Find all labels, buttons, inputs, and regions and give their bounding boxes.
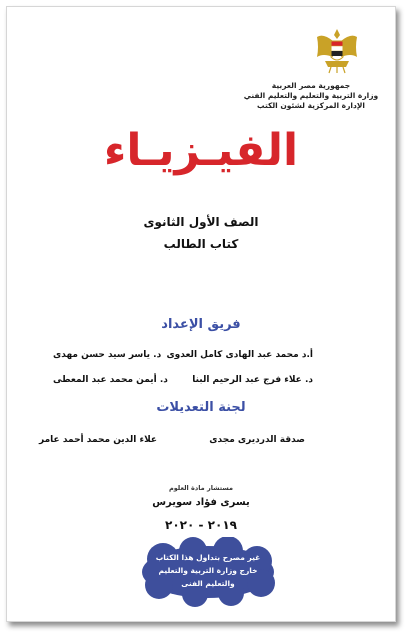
- authority-line-department: الإدارة المركزية لشئون الكتب: [257, 101, 365, 110]
- book-cover-page: [6, 6, 396, 622]
- team-member: د. علاء فرج عبد الرحيم البنا: [192, 375, 313, 385]
- committee-member: علاء الدين محمد أحمد عامر: [39, 435, 158, 445]
- team-member: د. أيمن محمد عبد المعطى: [53, 375, 168, 385]
- preparation-team-heading: فريق الإعداد: [161, 317, 241, 332]
- eagle-emblem-icon: [315, 27, 359, 75]
- distribution-notice: [135, 551, 281, 590]
- notice-line: غير مصرح بتداول هذا الكتاب: [155, 553, 261, 562]
- notice-line: والتعليم الفنى: [181, 579, 235, 588]
- revisions-committee-heading: لجنة التعديلات: [156, 400, 246, 415]
- authority-line-country: جمهورية مصر العربية: [271, 81, 351, 90]
- book-type: كتاب الطالب: [163, 237, 239, 251]
- grade-level: الصف الأول الثانوى: [143, 215, 259, 229]
- issuing-authority: [241, 81, 381, 111]
- academic-year: ٢٠١٩ - ٢٠٢٠: [165, 518, 237, 532]
- notice-line: خارج وزارة التربية والتعليم: [158, 566, 258, 575]
- team-member: أ.د محمد عبد الهادى كامل العدوى: [166, 350, 313, 360]
- team-member: د. ياسر سيد حسن مهدى: [53, 350, 162, 360]
- book-title: الفيـزيـاء: [103, 125, 299, 176]
- authority-line-ministry: وزارة التربية والتعليم والتعليم الفني: [243, 91, 379, 100]
- committee-member: صدقة الدرديرى مجدى: [209, 435, 305, 445]
- advisor-name: يسرى فؤاد سويرس: [152, 497, 250, 508]
- advisor-label: مستشار مادة العلوم: [168, 484, 234, 492]
